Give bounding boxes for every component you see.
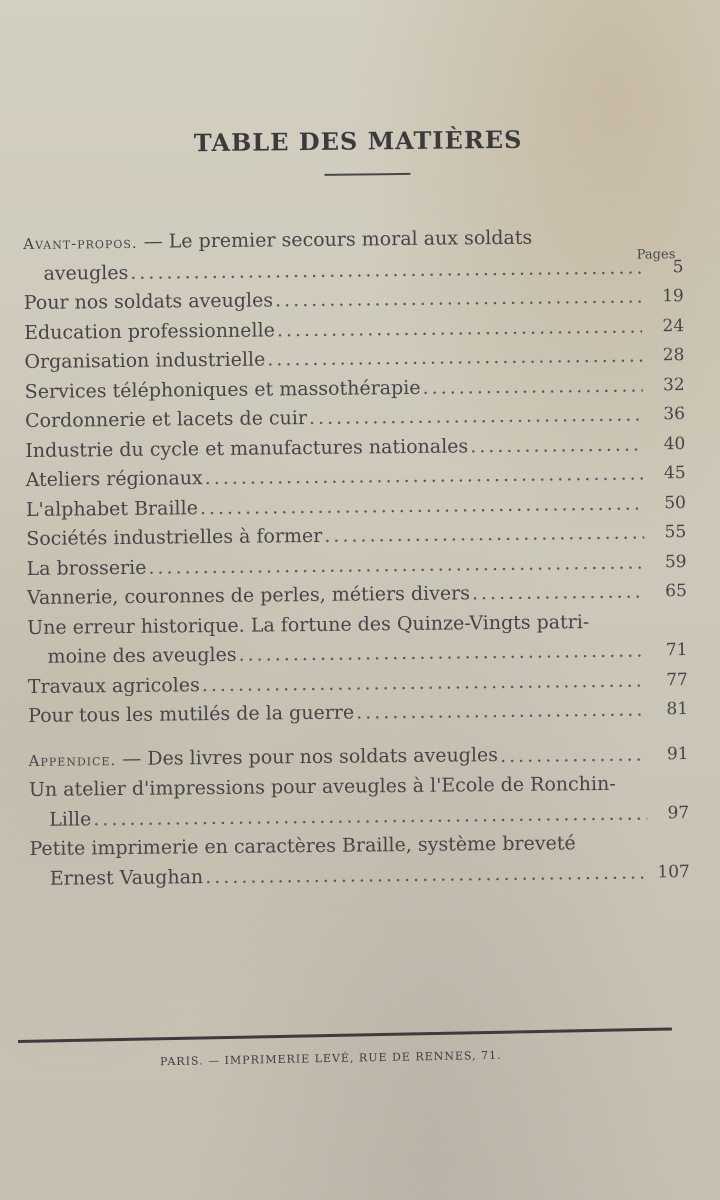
toc-page-number: 50 bbox=[664, 492, 687, 513]
leader-dots bbox=[470, 430, 643, 461]
table-of-contents bbox=[22, 123, 690, 894]
leader-dots bbox=[324, 519, 644, 552]
appendix-entry-text: Un atelier d'impressions pour aveugles à l'Ecole de Ronchin- bbox=[28, 772, 616, 801]
leader-dots bbox=[275, 283, 642, 316]
toc-entry-text bbox=[28, 741, 498, 776]
toc-page-number: 59 bbox=[664, 551, 687, 572]
toc-entry-text: Pour tous les mutilés de la guerre bbox=[28, 701, 355, 727]
pages-column-label: Pages bbox=[636, 247, 676, 263]
toc-list bbox=[23, 222, 690, 894]
toc-page-number: 97 bbox=[667, 802, 690, 823]
appendix-entry-text: Lille bbox=[49, 807, 92, 831]
toc-entry-text: Ateliers régionaux bbox=[25, 467, 203, 491]
toc-entry-text: L'alphabet Braille bbox=[25, 496, 198, 521]
toc-page-number: 81 bbox=[666, 699, 689, 720]
appendix-entry bbox=[30, 858, 690, 894]
toc-page-number: 19 bbox=[662, 286, 684, 307]
toc-page-number: 45 bbox=[663, 463, 686, 484]
toc-page-number: 77 bbox=[666, 669, 688, 690]
toc-entry-text: La brosserie bbox=[26, 556, 147, 580]
leader-dots bbox=[500, 740, 647, 771]
toc-entry-text: Services téléphoniques et massothérapie bbox=[24, 376, 421, 403]
leader-dots bbox=[267, 342, 642, 375]
leader-dots bbox=[277, 312, 643, 345]
toc-entry-text: Une erreur historique. La fortune des Quinze-Vingts patri- bbox=[27, 610, 590, 639]
toc-entry-text: Industrie du cycle et manufactures nationales bbox=[25, 434, 469, 462]
toc-entry-prefix: Avant-propos. bbox=[23, 233, 138, 253]
page-title: TABLE DES MATIÈRES bbox=[193, 124, 523, 158]
toc-page-number: 65 bbox=[665, 581, 687, 602]
leader-dots bbox=[205, 858, 648, 892]
toc-entry-text: Organisation industrielle bbox=[24, 348, 266, 373]
toc-entry-text: Vannerie, couronnes de perles, métiers divers bbox=[26, 582, 471, 609]
leader-dots bbox=[205, 460, 644, 494]
toc-page-number: 24 bbox=[662, 315, 685, 336]
appendix-entry-text: — Des livres pour nos soldats aveugles bbox=[116, 743, 499, 770]
toc-page-number: 71 bbox=[665, 640, 688, 661]
toc-entry-text: Pour nos soldats aveugles bbox=[23, 289, 274, 314]
leader-dots bbox=[472, 578, 645, 609]
leader-dots bbox=[422, 371, 642, 403]
toc-page-number: 55 bbox=[664, 522, 687, 543]
leader-dots bbox=[202, 666, 646, 700]
toc-page-number: 32 bbox=[662, 374, 685, 395]
leader-dots bbox=[356, 695, 646, 728]
toc-page-number: 28 bbox=[662, 345, 685, 366]
toc-entry-text: — Le premier secours moral aux soldats bbox=[137, 226, 533, 253]
toc-entry-text: Travaux agricoles bbox=[27, 673, 200, 698]
toc-entry-text: Education professionnelle bbox=[24, 318, 275, 344]
toc-page-number: 5 bbox=[672, 256, 684, 277]
toc-page-number: 36 bbox=[663, 404, 686, 425]
toc-page-number: 40 bbox=[663, 433, 686, 454]
leader-dots bbox=[309, 401, 643, 434]
appendix-prefix: Appendice. bbox=[28, 750, 117, 770]
toc-page-number: 107 bbox=[657, 861, 690, 882]
toc-entry-text: moine des aveugles bbox=[47, 643, 237, 668]
title-rule bbox=[324, 173, 410, 176]
footer-rule bbox=[18, 1027, 672, 1043]
leader-dots bbox=[238, 637, 645, 671]
leader-dots bbox=[200, 489, 644, 523]
appendix-entry-text: Ernest Vaughan bbox=[49, 865, 204, 890]
toc-page-number: 91 bbox=[666, 743, 689, 764]
appendix-entry-text: Petite imprimerie en caractères Braille, système breveté bbox=[29, 832, 576, 860]
printer-imprint: PARIS. — IMPRIMERIE LEVÉ, RUE DE RENNES, 71. bbox=[159, 1048, 502, 1069]
toc-entry-text: Cordonnerie et lacets de cuir bbox=[24, 407, 308, 432]
toc-entry-text: aveugles bbox=[43, 261, 129, 285]
toc-entry-text: Sociétés industrielles à former bbox=[26, 524, 323, 550]
